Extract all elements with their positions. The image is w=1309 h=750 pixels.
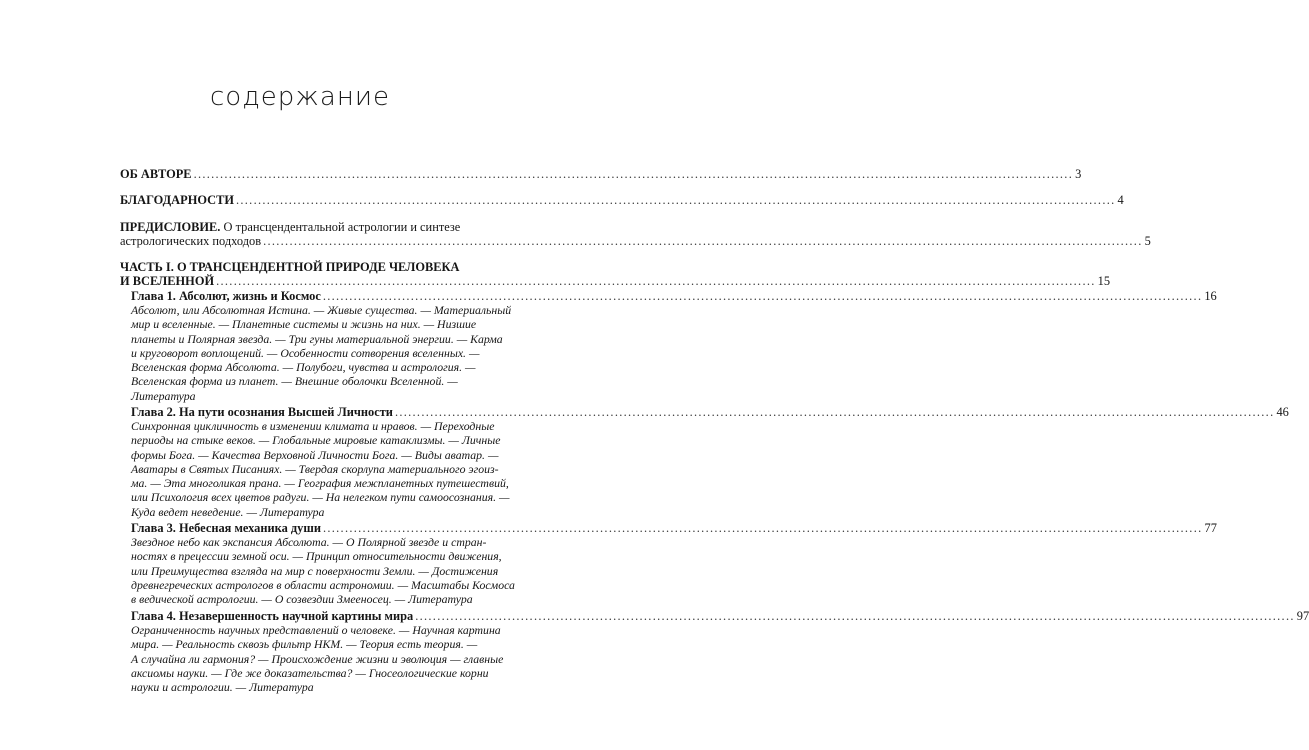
toc-label: ОБ АВТОРЕ xyxy=(120,167,192,181)
toc-part1-line2[interactable] xyxy=(120,274,1111,288)
chapter-label: Глава 3. Небесная механика души xyxy=(131,521,321,535)
chapter-page-number: 97 xyxy=(1296,609,1309,623)
chapter-2-summary xyxy=(131,419,510,519)
toc-chapter-3[interactable] xyxy=(131,521,1217,535)
toc-page-number: 5 xyxy=(1144,234,1151,248)
toc-page-number: 15 xyxy=(1097,274,1111,288)
summary-line: Ограниченность научных представлений о человеке. — Научная картина xyxy=(131,623,501,637)
chapter-page-number: 16 xyxy=(1204,289,1217,303)
summary-line: мир и вселенные. — Планетные системы и жизнь на них. — Низшие xyxy=(131,317,477,332)
toc-page-number: 3 xyxy=(1075,167,1082,181)
leader-dots: ........................................................................................................................................................................................................ xyxy=(394,405,1275,419)
toc-label: И ВСЕЛЕННОЙ xyxy=(120,274,215,288)
summary-line: аксиомы науки. — Где же доказательства? — Гносеологические корни xyxy=(131,665,489,680)
summary-line: периоды на стыке веков. — Глобальные мировые катаклизмы. — Личные xyxy=(131,433,501,448)
summary-line: или Психология всех цветов радуги. — На нелегком пути самоосознания. — xyxy=(131,490,510,505)
toc-entry-preface-line2[interactable] xyxy=(120,234,1151,248)
chapter-label: Глава 4. Незавершенность научной картины мира xyxy=(131,609,414,623)
toc-chapter-1[interactable] xyxy=(131,289,1217,303)
toc-chapter-4[interactable] xyxy=(131,609,1309,623)
summary-line: Куда ведет неведение. — Литература xyxy=(131,504,325,519)
summary-line: древнегреческих астрологов в области астрономии. — Масштабы Космоса xyxy=(131,577,515,592)
leader-dots: ........................................................................................................................................................................................................ xyxy=(216,274,1096,288)
summary-line: Аватары в Святых Писаниях. — Твердая скорлупа материального эгоиз- xyxy=(131,461,499,476)
chapter-4-summary xyxy=(131,623,504,695)
leader-dots: ........................................................................................................................................................................................................ xyxy=(263,234,1143,248)
summary-line: ностях в прецессии земной оси. — Принцип относительности движения, xyxy=(131,549,502,564)
leader-dots: ........................................................................................................................................................................................................ xyxy=(235,193,1116,207)
leader-dots: ........................................................................................................................................................................................................ xyxy=(415,609,1295,623)
leader-dots: ........................................................................................................................................................................................................ xyxy=(322,289,1203,303)
summary-line: Абсолют, или Абсолютная Истина. — Живые существа. — Материальный xyxy=(131,303,512,317)
toc-label: БЛАГОДАРНОСТИ xyxy=(120,193,234,207)
page-title: содержание xyxy=(210,82,390,112)
summary-line: в ведической астрологии. — О созвездии Змееносец. — Литература xyxy=(131,592,473,607)
toc-entry-author[interactable] xyxy=(120,167,1082,181)
toc-entry-thanks[interactable] xyxy=(120,193,1124,207)
summary-line: ма. — Эта многоликая прана. — География межпланетных путешествий, xyxy=(131,476,509,491)
toc-label-rest: О трансцендентальной астрологии и синтезе xyxy=(220,220,461,234)
summary-line: мира. — Реальность сквозь фильтр НКМ. — Теория есть теория. — xyxy=(131,637,478,652)
toc-chapter-2[interactable] xyxy=(131,405,1289,419)
toc-page-number: 4 xyxy=(1117,193,1124,207)
toc-entry-preface-line1[interactable] xyxy=(120,220,500,234)
toc-part1-line1[interactable]: ЧАСТЬ I. О ТРАНСЦЕНДЕНТНОЙ ПРИРОДЕ ЧЕЛОВЕКА xyxy=(120,260,460,274)
summary-line: или Преимущества взгляда на мир с поверхности Земли. — Достижения xyxy=(131,563,499,578)
summary-line: науки и астрологии. — Литература xyxy=(131,680,314,695)
summary-line: Вселенская форма Абсолюта. — Полубоги, чувства и астрология. — xyxy=(131,360,476,375)
summary-line: Синхронная цикличность в изменении климата и нравов. — Переходные xyxy=(131,419,495,433)
leader-dots: ........................................................................................................................................................................................................ xyxy=(322,521,1203,535)
summary-line: и круговорот воплощений. — Особенности сотворения вселенных. — xyxy=(131,345,480,360)
chapter-3-summary xyxy=(131,535,515,607)
summary-line: А случайна ли гармония? — Происхождение жизни и эволюция — главные xyxy=(131,651,504,666)
chapter-label: Глава 2. На пути осознания Высшей Личности xyxy=(131,405,393,419)
summary-line: Звездное небо как экспансия Абсолюта. — О Полярной звезде и стран- xyxy=(131,535,487,549)
summary-line: планеты и Полярная звезда. — Три гуны материальной энергии. — Карма xyxy=(131,331,503,346)
chapter-page-number: 77 xyxy=(1204,521,1217,535)
chapter-label: Глава 1. Абсолют, жизнь и Космос xyxy=(131,289,321,303)
summary-line: формы Бога. — Качества Верховной Личности Бога. — Виды аватар. — xyxy=(131,447,499,462)
summary-line: Литература xyxy=(131,388,196,403)
toc-label-bold: ПРЕДИСЛОВИЕ. xyxy=(120,220,221,234)
summary-line: Вселенская форма из планет. — Внешние оболочки Вселенной. — xyxy=(131,374,458,389)
leader-dots: ........................................................................................................................................................................................................ xyxy=(193,167,1074,181)
chapter-page-number: 46 xyxy=(1276,405,1289,419)
toc-label: астрологических подходов xyxy=(120,234,262,248)
chapter-1-summary xyxy=(131,303,512,403)
